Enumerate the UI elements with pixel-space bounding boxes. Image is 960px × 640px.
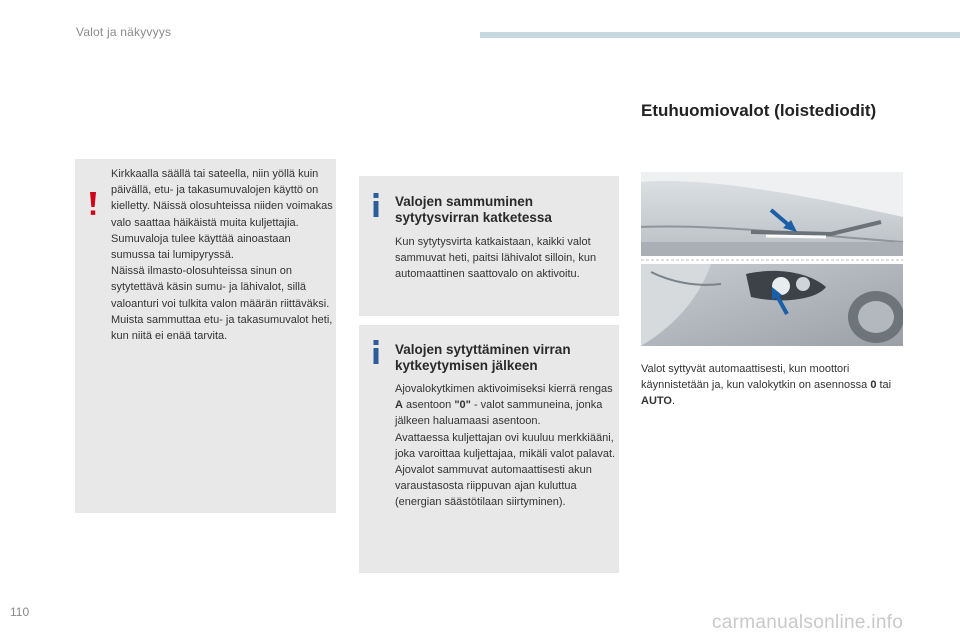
info-box-heading: Valojen sytyttäminen virran kytkeytymisen jälkeen: [395, 342, 571, 373]
warning-paragraph: Muista sammuttaa etu- ja takasumuvalot heti, kun niitä ei enää tarvita.: [111, 313, 333, 343]
info-icon: [371, 193, 381, 217]
info-box-heading: Valojen sammuminen sytytysvirran katketessa: [395, 194, 552, 225]
info-box-text: [395, 381, 617, 511]
info-paragraph: Ajovalot sammuvat automaattisesti akun varaustasosta riippuvan ajan kuluttua (energian säästötilaan siirtyminen).: [395, 464, 592, 509]
exclamation-icon: [88, 192, 98, 216]
warning-text: [111, 166, 333, 344]
position-label: "0": [454, 399, 471, 412]
daytime-running-lights-photo: [641, 172, 903, 346]
chapter-title: Valot ja näkyvyys: [76, 25, 172, 39]
section-title: Etuhuomiovalot (loistediodit): [641, 101, 877, 120]
position-label: 0: [870, 379, 877, 392]
ring-label: A: [395, 399, 403, 412]
info-paragraph: Kun sytytysvirta katkaistaan, kaikki valot sammuvat heti, paitsi lähivalot silloin, kun automaattinen saattovalo on aktivoitu.: [395, 236, 597, 281]
warning-paragraph: Näissä ilmasto-olosuhteissa sinun on sytytettävä käsin sumu- ja lähivalot, sillä valoanturi voi tulkita valon määrän riittäväksi.: [111, 265, 330, 310]
position-label: AUTO: [641, 395, 672, 408]
info-box-text: [395, 234, 617, 283]
photo-caption: Valot syttyvät automaattisesti, kun moottori käynnistetään ja, kun valokytkin on asennossa 0 tai AUTO.: [641, 363, 892, 408]
info-paragraph: Ajovalokytkimen aktivoimiseksi kierrä rengas A asentoon "0" - valot sammuneina, jonka jälkeen haluamaasi asentoon.: [395, 383, 613, 428]
info-icon: [371, 340, 381, 364]
watermark: carmanualsonline.info: [712, 612, 904, 633]
page-number: 110: [10, 605, 30, 619]
info-paragraph: Avattaessa kuljettajan ovi kuuluu merkkiääni, joka varoittaa kuljettajaa, mikäli valot palavat.: [395, 431, 616, 460]
warning-paragraph: Kirkkaalla säällä tai sateella, niin yöllä kuin päivällä, etu- ja takasumuvalojen käyttö on kielletty. Näissä olosuhteissa niiden voimakas valo saattaa häikäistä muita kuljettajia. Sumuvaloja tulee käyttää ainoastaan sumussa tai lumipyryssä.: [111, 168, 333, 262]
header-bar: [480, 32, 960, 38]
